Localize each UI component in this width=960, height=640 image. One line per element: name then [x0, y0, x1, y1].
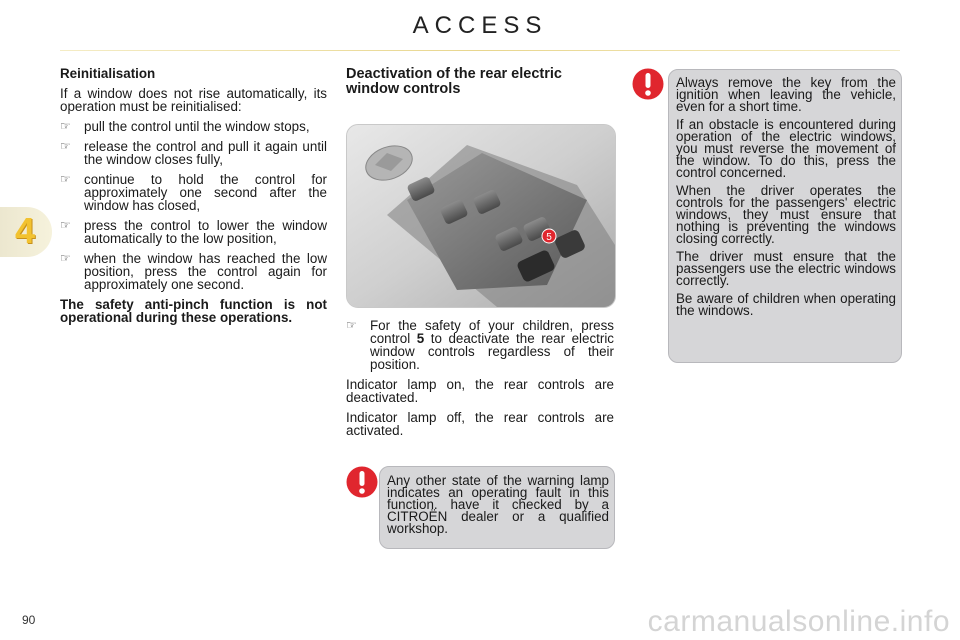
warning-paragraph: If an obstacle is encountered during operation of the electric windows, you must reverse the movement of the window. To do this, press the control concerned. — [676, 117, 896, 180]
header-rule — [60, 50, 900, 51]
warning-icon — [346, 466, 378, 498]
deactivation-title: Deactivation of the rear electric window controls — [346, 66, 562, 97]
warning-paragraph: The driver must ensure that the passengers use the electric windows correctly. — [676, 249, 896, 288]
step-text: press the control to lower the window automatically to the low position, — [84, 218, 327, 246]
pointing-hand-icon: ☞ — [60, 218, 71, 232]
deactivation-text — [346, 319, 614, 444]
step-text: release the control and pull it again until the window closes fully, — [84, 139, 327, 167]
reinitialisation-heading: Reinitialisation — [60, 66, 156, 81]
pointing-hand-icon: ☞ — [60, 119, 71, 133]
warning-icon — [632, 68, 664, 100]
lamp-off-text: Indicator lamp off, the rear controls are activated. — [346, 410, 614, 438]
warning-box-fault — [379, 466, 615, 549]
list-item — [60, 140, 327, 166]
warning-paragraph: Any other state of the warning lamp indicates an operating fault in this function. have it checked by a CITROËN dealer or a qualified workshop. — [387, 473, 609, 536]
chapter-number: 4 — [15, 210, 36, 251]
anti-pinch-note: The safety anti-pinch function is not operational during these operations. — [60, 297, 327, 325]
list-item — [60, 120, 327, 133]
reinitialisation-section — [60, 67, 327, 331]
list-item — [60, 219, 327, 245]
pointing-hand-icon: ☞ — [60, 139, 71, 153]
step-text: pull the control until the window stops, — [84, 119, 310, 134]
callout-label: 5 — [546, 232, 552, 243]
step-text: to deactivate the rear electric window controls regardless of their position. — [370, 331, 614, 372]
chapter-tab — [0, 207, 52, 257]
warning-paragraph: When the driver operates the controls for the passengers' electric windows, they must ensure that nothing is preventing the windows closing correctly. — [676, 183, 896, 246]
pointing-hand-icon: ☞ — [60, 172, 71, 186]
warning-paragraph: Always remove the key from the ignition when leaving the vehicle, even for a short time. — [676, 75, 896, 114]
window-switch-panel-illustration — [347, 125, 615, 307]
step-text: when the window has reached the low position, press the control again for approximately one second. — [84, 251, 327, 292]
page-title: ACCESS — [412, 12, 548, 39]
list-item — [346, 319, 614, 371]
window-controls-image — [346, 124, 616, 308]
warning-paragraph: Be aware of children when operating the windows. — [676, 291, 896, 318]
step-text: continue to hold the control for approximately one second after the window has closed, — [84, 172, 327, 213]
deactivation-section — [346, 67, 614, 117]
list-item — [60, 173, 327, 212]
reinitialisation-intro: If a window does not rise automatically, its operation must be reinitialised: — [60, 86, 327, 114]
pointing-hand-icon: ☞ — [60, 251, 71, 265]
watermark: carmanualsonline.info — [647, 605, 950, 638]
step-text: For the safety of your children, press control — [370, 318, 614, 346]
warning-box-safety — [668, 69, 902, 363]
page-number: 90 — [22, 613, 36, 627]
control-number: 5 — [416, 331, 425, 346]
pointing-hand-icon: ☞ — [346, 318, 357, 332]
lamp-on-text: Indicator lamp on, the rear controls are deactivated. — [346, 377, 614, 405]
list-item — [60, 252, 327, 291]
